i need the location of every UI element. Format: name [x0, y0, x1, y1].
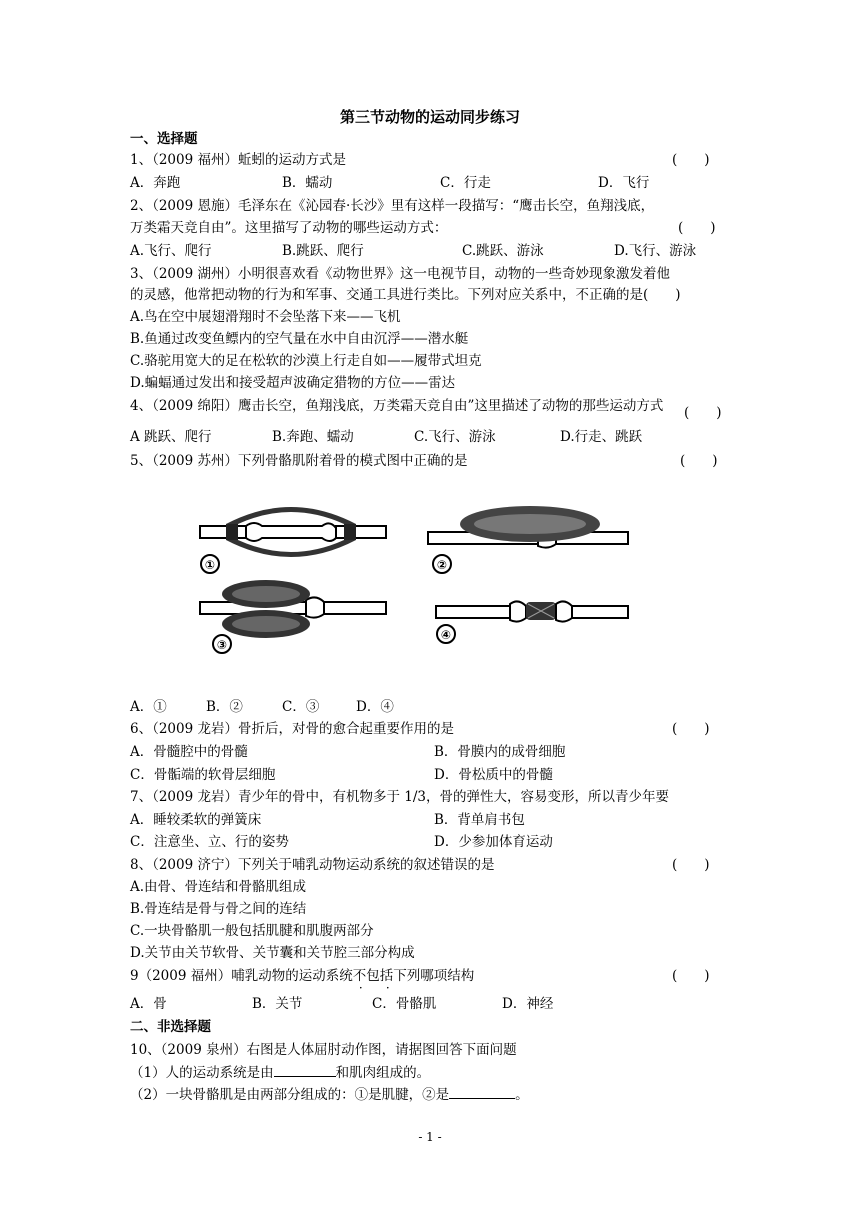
figure-3 [200, 580, 386, 653]
q6-option-d: D．骨松质中的骨髓 [434, 767, 553, 783]
q2-option-c: C.跳跃、游泳 [462, 243, 544, 259]
q5-option-b: B．② [206, 699, 243, 715]
q8-option-d: D.关节由关节软骨、关节囊和关节腔三部分构成 [130, 945, 415, 961]
q10-sub-1: （1）人的运动系统是由 和肌肉组成的。 [130, 1062, 430, 1083]
answer-paren: ( ) [672, 857, 710, 873]
figure-4 [436, 601, 628, 643]
figure-label-3: ③ [216, 638, 228, 652]
question-8-stem: 8、（2009 济宁）下列关于哺乳动物运动系统的叙述错误的是 [130, 857, 495, 873]
figure-label-4: ④ [440, 628, 452, 642]
q1-option-c: C．行走 [440, 175, 491, 191]
q9-option-b: B．关节 [252, 996, 303, 1012]
muscle-bone-diagram [196, 494, 636, 664]
q4-option-b: B.奔跑、蠕动 [272, 429, 354, 445]
figure-1 [200, 507, 386, 573]
q3-option-b: B.鱼通过改变鱼鳔内的空气量在水中自由沉浮——潜水艇 [130, 331, 469, 347]
q7-option-c: C．注意坐、立、行的姿势 [130, 834, 289, 850]
q1-option-b: B．蠕动 [282, 175, 333, 191]
q10-sub-2: （2）一块骨骼肌是由两部分组成的：①是肌腱，②是 。 [130, 1084, 529, 1105]
q3-option-d: D.蝙蝠通过发出和接受超声波确定猎物的方位——雷达 [130, 375, 456, 391]
question-6-stem: 6、（2009 龙岩）骨折后，对骨的愈合起重要作用的是 [130, 721, 454, 737]
q3-option-c: C.骆驼用宽大的足在松软的沙漠上行走自如——履带式坦克 [130, 353, 482, 369]
q6-option-b: B．骨膜内的成骨细胞 [434, 744, 566, 760]
figure-2 [428, 506, 628, 573]
answer-paren: ( ) [680, 453, 718, 469]
q7-option-a: A．睡较柔软的弹簧床 [130, 812, 262, 828]
question-3-line1: 3、（2009 湖州）小明很喜欢看《动物世界》这一电视节目，动物的一些奇妙现象激发着他 [130, 266, 670, 282]
question-1-stem: 1、（2009 福州）蚯蚓的运动方式是 [130, 152, 346, 168]
q4-option-c: C.飞行、游泳 [414, 429, 496, 445]
question-2-line1: 2、（2009 恩施）毛泽东在《沁园春·长沙》里有这样一段描写：“鹰击长空，鱼翔浅底， [130, 198, 655, 214]
question-9-stem: 9（2009 福州）哺乳动物的运动系统不包括下列哪项结构 [130, 968, 475, 984]
q4-option-d: D.行走、跳跃 [560, 429, 643, 445]
question-3-line2: 的灵感，他常把动物的行为和军事、交通工具进行类比。下列对应关系中，不正确的是( ) [130, 287, 681, 303]
fill-blank-1[interactable] [274, 1062, 336, 1077]
q7-option-d: D．少参加体育运动 [434, 834, 553, 850]
question-10-stem: 10、（2009 泉州）右图是人体屈肘动作图，请据图回答下面问题 [130, 1042, 517, 1058]
q6-option-c: C．骨骺端的软骨层细胞 [130, 767, 276, 783]
q4-option-a: A 跳跃、爬行 [130, 429, 212, 445]
q8-option-a: A.由骨、骨连结和骨骼肌组成 [130, 879, 307, 895]
q6-option-a: A．骨髓腔中的骨髓 [130, 744, 248, 760]
answer-paren: ( ) [672, 968, 710, 984]
question-7-stem: 7、（2009 龙岩）青少年的骨中，有机物多于 1/3，骨的弹性大，容易变形，所以青少年要 [130, 789, 670, 805]
q3-option-a: A.鸟在空中展翅滑翔时不会坠落下来——飞机 [130, 309, 401, 325]
q8-option-c: C.一块骨骼肌一般包括肌腱和肌腹两部分 [130, 923, 374, 939]
question-2-line2: 万类霜天竞自由”。这里描写了动物的哪些运动方式： [130, 220, 448, 236]
q1-option-a: A．奔跑 [130, 175, 181, 191]
answer-paren: ( ) [684, 405, 722, 421]
q9-option-d: D．神经 [502, 996, 554, 1012]
answer-paren: ( ) [672, 152, 710, 168]
figure-label-2: ② [436, 558, 448, 572]
emphasis-dot-char: 括 [379, 968, 394, 984]
answer-paren: ( ) [678, 220, 716, 236]
question-5-stem: 5、（2009 苏州）下列骨骼肌附着骨的模式图中正确的是 [130, 453, 468, 469]
section-heading-choice: 一、选择题 [130, 131, 198, 147]
emphasis-dot-char: 不 [352, 968, 367, 984]
q5-option-d: D．④ [356, 699, 394, 715]
q2-option-b: B.跳跃、爬行 [282, 243, 364, 259]
fill-blank-2[interactable] [449, 1084, 515, 1099]
q5-option-a: A．① [130, 699, 167, 715]
q9-option-c: C．骨骼肌 [372, 996, 437, 1012]
q8-option-b: B.骨连结是骨与骨之间的连结 [130, 901, 307, 917]
q2-option-a: A.飞行、爬行 [130, 243, 212, 259]
q2-option-d: D.飞行、游泳 [614, 243, 697, 259]
q1-option-d: D．飞行 [598, 175, 650, 191]
question-4-line1: 4、（2009 绵阳）鹰击长空，鱼翔浅底，万类霜天竞自由”这里描述了动物的那些运动方式 [130, 398, 664, 414]
q5-option-c: C．③ [282, 699, 320, 715]
section-heading-nonchoice: 二、非选择题 [130, 1019, 211, 1035]
page-number: - 1 - [418, 1130, 442, 1144]
figure-label-1: ① [204, 558, 216, 572]
page-title: 第三节动物的运动同步练习 [339, 108, 520, 126]
q7-option-b: B．背单肩书包 [434, 812, 525, 828]
q9-option-a: A．骨 [130, 996, 167, 1012]
answer-paren: ( ) [672, 721, 710, 737]
